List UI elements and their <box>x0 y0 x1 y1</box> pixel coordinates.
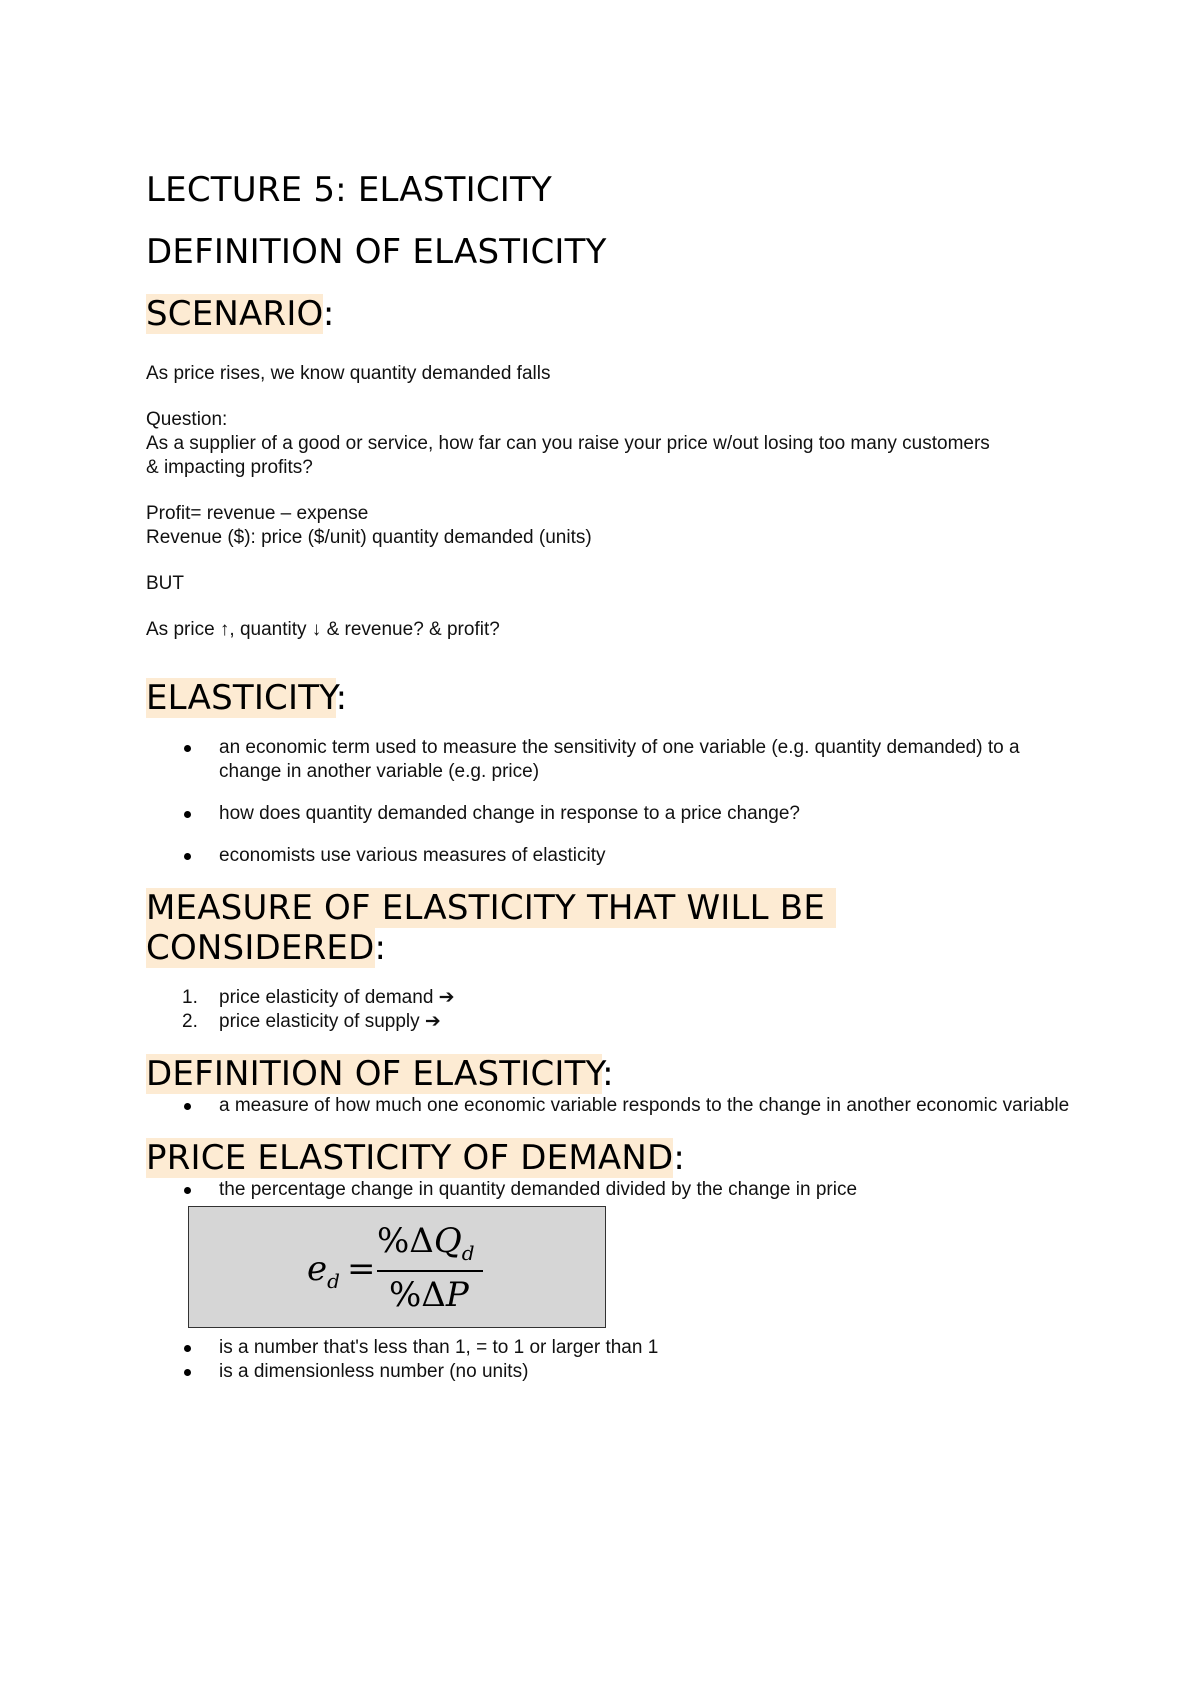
bullet-text: economists use various measures of elasticity <box>219 845 606 866</box>
revenue-line: Revenue ($): price ($/unit) quantity demanded (units) <box>146 527 592 548</box>
question-label: Question: <box>146 409 228 430</box>
colon: : <box>602 1054 614 1094</box>
formula-denominator <box>389 1275 469 1315</box>
but-line: BUT <box>146 573 184 594</box>
formula-equals: = <box>347 1249 376 1289</box>
definition-heading-text: DEFINITION OF ELASTICITY <box>146 1054 603 1094</box>
bullet-dot <box>184 1103 191 1110</box>
list-item <box>146 1336 1076 1360</box>
formula-lhs-sub: d <box>327 1268 340 1293</box>
bullet-dot <box>184 1345 191 1352</box>
formula-box <box>188 1206 606 1328</box>
elasticity-bullet-list <box>146 736 1076 868</box>
bullet-text: how does quantity demanded change in response to a price change? <box>219 803 800 824</box>
formula-denominator-delta: %Δ <box>389 1275 446 1315</box>
bullet-dot <box>184 745 191 752</box>
colon: : <box>374 928 387 968</box>
list-item <box>146 1360 1076 1384</box>
elasticity-heading-text: ELASTICITY <box>146 678 336 718</box>
profit-line: Profit= revenue – expense <box>146 503 369 524</box>
ped-heading-text: PRICE ELASTICITY OF DEMAND <box>146 1138 674 1178</box>
item-number: 1. <box>182 987 198 1008</box>
question-line-1: As a supplier of a good or service, how far can you raise your price w/out losing too many customers <box>146 433 990 454</box>
lecture-title: LECTURE 5: ELASTICITY <box>146 170 552 210</box>
list-item <box>146 986 1076 1010</box>
formula-lhs-var: e <box>307 1249 328 1289</box>
definition-bullet-list <box>146 1094 1076 1118</box>
ped-notes-list <box>146 1336 1076 1384</box>
formula-denominator-var: P <box>445 1275 469 1315</box>
ped-heading <box>146 1138 1076 1178</box>
measure-heading <box>146 888 1076 968</box>
bullet-text: a measure of how much one economic variable responds to the change in another economic variable <box>219 1095 1070 1116</box>
definition-top-heading: DEFINITION OF ELASTICITY <box>146 232 607 272</box>
list-item <box>146 736 1076 784</box>
colon: : <box>335 678 348 718</box>
ped-formula <box>189 1207 605 1327</box>
list-item <box>146 1178 1076 1202</box>
formula-numerator-var: Q <box>433 1221 462 1261</box>
formula-fraction-bar <box>377 1270 483 1272</box>
formula-numerator <box>377 1221 475 1265</box>
question-line-2: & impacting profits? <box>146 457 313 478</box>
item-number: 2. <box>182 1011 198 1032</box>
measure-heading-line-1: MEASURE OF ELASTICITY THAT WILL BE <box>146 888 826 928</box>
bullet-text: is a number that's less than 1, = to 1 or larger than 1 <box>219 1337 659 1358</box>
scenario-heading <box>146 294 1076 334</box>
bullet-dot <box>184 853 191 860</box>
bullet-text: is a dimensionless number (no units) <box>219 1361 529 1382</box>
measures-numbered-list <box>146 986 1076 1034</box>
colon: : <box>673 1138 685 1178</box>
document-page <box>146 170 1076 1384</box>
as-price-line: As price ↑, quantity ↓ & revenue? & profit? <box>146 619 500 640</box>
measure-heading-line-2: CONSIDERED <box>146 928 375 968</box>
bullet-text: an economic term used to measure the sensitivity of one variable (e.g. quantity demanded) to a change in another variable (e.g. price) <box>219 737 1020 782</box>
formula-lhs <box>307 1249 340 1293</box>
item-text: price elasticity of demand ➔ <box>219 987 455 1008</box>
formula-numerator-sub: d <box>461 1240 475 1265</box>
formula-numerator-delta: %Δ <box>377 1221 434 1261</box>
list-item <box>146 802 1076 826</box>
heading-highlight-spacer <box>825 888 836 928</box>
bullet-dot <box>184 1369 191 1376</box>
item-text: price elasticity of supply ➔ <box>219 1011 441 1032</box>
list-item <box>146 844 1076 868</box>
bullet-text: the percentage change in quantity demanded divided by the change in price <box>219 1179 858 1200</box>
list-item <box>146 1010 1076 1034</box>
colon: : <box>322 294 335 334</box>
elasticity-heading <box>146 678 1076 718</box>
bullet-dot <box>184 811 191 818</box>
list-item <box>146 1094 1076 1118</box>
bullet-dot <box>184 1187 191 1194</box>
definition-heading <box>146 1054 1076 1094</box>
scenario-intro: As price rises, we know quantity demanded falls <box>146 363 551 384</box>
ped-bullet-list <box>146 1178 1076 1202</box>
scenario-heading-text: SCENARIO <box>146 294 323 334</box>
